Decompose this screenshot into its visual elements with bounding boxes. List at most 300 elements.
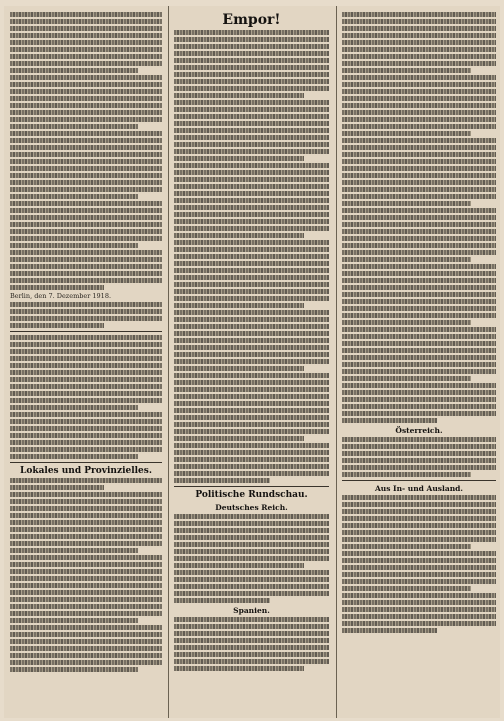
text-line [342, 75, 496, 80]
text-line [342, 264, 496, 269]
text-line [174, 205, 329, 210]
text-line [10, 323, 104, 328]
text-line [342, 12, 496, 17]
text-line [342, 61, 496, 66]
subheading-aus-in-und-ausland: Aus In- und Ausland. [374, 484, 464, 493]
text-line [342, 229, 496, 234]
section-heading-politische-rundschau: Politische Rundschau. [195, 490, 308, 500]
paragraph [174, 570, 329, 603]
text-line [174, 226, 329, 231]
text-line [10, 138, 162, 143]
text-line [10, 229, 162, 234]
text-line [174, 177, 329, 182]
text-line [10, 89, 162, 94]
text-line [342, 411, 496, 416]
text-line [174, 86, 329, 91]
text-line [174, 37, 329, 42]
text-line [174, 638, 329, 643]
text-line [10, 54, 162, 59]
text-line [10, 215, 162, 220]
dateline: Berlin, den 7. Dezember 1918. [10, 292, 112, 300]
text-line [10, 302, 162, 307]
text-line [10, 426, 162, 431]
text-line [174, 659, 329, 664]
text-line [10, 646, 162, 651]
text-line [174, 645, 329, 650]
text-line [342, 558, 496, 563]
text-line [10, 660, 162, 665]
text-line [342, 458, 496, 463]
text-line [10, 583, 162, 588]
text-line [342, 586, 471, 591]
text-line [174, 464, 329, 469]
text-line [10, 152, 162, 157]
paragraph [10, 412, 162, 459]
text-line [174, 542, 329, 547]
text-line [10, 19, 162, 24]
text-line [174, 212, 329, 217]
text-line [342, 208, 496, 213]
text-line [342, 201, 471, 206]
text-line [174, 65, 329, 70]
text-line [342, 383, 496, 388]
text-line [342, 593, 496, 598]
text-line [10, 492, 162, 497]
text-line [174, 289, 329, 294]
text-line [10, 173, 162, 178]
text-line [342, 68, 471, 73]
paragraph [10, 335, 162, 410]
text-line [174, 163, 329, 168]
text-line [342, 509, 496, 514]
text-line [10, 520, 162, 525]
text-line [10, 335, 162, 340]
text-line [342, 502, 496, 507]
text-line [10, 499, 162, 504]
text-line [342, 138, 496, 143]
text-line [174, 401, 329, 406]
text-line [174, 268, 329, 273]
text-line [174, 521, 329, 526]
text-line [10, 40, 162, 45]
text-line [342, 124, 496, 129]
text-line [174, 44, 329, 49]
text-line [10, 68, 138, 73]
text-line [10, 667, 138, 672]
paragraph [10, 75, 162, 129]
text-line [10, 194, 138, 199]
text-line [174, 331, 329, 336]
text-line [10, 187, 162, 192]
text-line [342, 166, 496, 171]
subheading-spanien: Spanien. [233, 606, 270, 615]
subheading-oesterreich: Österreich. [395, 426, 443, 435]
paragraph [174, 310, 329, 371]
text-line [342, 236, 496, 241]
column-rule-left [168, 6, 169, 718]
paragraph [10, 12, 162, 73]
text-line [342, 544, 471, 549]
text-line [342, 320, 471, 325]
text-line [10, 222, 162, 227]
text-line [10, 278, 162, 283]
text-line [10, 632, 162, 637]
section-heading-lokales: Lokales und Provinzielles. [20, 466, 152, 476]
text-line [174, 198, 329, 203]
text-line [10, 117, 162, 122]
text-line [342, 523, 496, 528]
text-line [174, 408, 329, 413]
text-line [342, 404, 496, 409]
text-line [10, 611, 162, 616]
text-line [10, 285, 104, 290]
text-line [174, 436, 304, 441]
text-line [342, 40, 496, 45]
text-line [174, 303, 304, 308]
text-line [10, 33, 162, 38]
text-line [342, 327, 496, 332]
paragraph [10, 302, 162, 328]
text-line [10, 506, 162, 511]
text-line [174, 514, 329, 519]
text-line [10, 145, 162, 150]
paragraph [174, 617, 329, 671]
text-line [10, 454, 138, 459]
text-line [342, 530, 496, 535]
text-line [10, 96, 162, 101]
paragraph [10, 201, 162, 248]
text-line [342, 437, 496, 442]
text-line [174, 373, 329, 378]
paragraph [342, 437, 496, 477]
text-line [10, 391, 162, 396]
text-line [174, 556, 329, 561]
text-line [174, 598, 270, 603]
paragraph [174, 100, 329, 161]
paragraph [10, 250, 162, 290]
text-line [10, 166, 162, 171]
text-line [174, 450, 329, 455]
text-line [10, 103, 162, 108]
text-line [174, 79, 329, 84]
text-line [10, 124, 138, 129]
text-line [342, 103, 496, 108]
paragraph [174, 163, 329, 238]
text-line [342, 89, 496, 94]
text-line [342, 472, 471, 477]
text-line [342, 292, 496, 297]
text-line [174, 170, 329, 175]
text-line [342, 159, 496, 164]
text-line [10, 478, 162, 483]
text-line [174, 191, 329, 196]
text-line [10, 110, 162, 115]
text-line [174, 352, 329, 357]
text-line [174, 184, 329, 189]
text-line [10, 513, 162, 518]
text-line [174, 570, 329, 575]
text-line [10, 419, 162, 424]
text-line [10, 342, 162, 347]
text-line [342, 516, 496, 521]
text-line [174, 563, 304, 568]
text-line [10, 625, 162, 630]
text-line [342, 444, 496, 449]
text-line [342, 451, 496, 456]
text-line [174, 233, 304, 238]
text-line [10, 590, 162, 595]
text-line [342, 117, 496, 122]
text-line [10, 548, 138, 553]
paragraph [342, 264, 496, 325]
text-line [10, 75, 162, 80]
text-line [342, 418, 437, 423]
text-line [342, 187, 496, 192]
text-line [174, 121, 329, 126]
text-line [10, 309, 162, 314]
text-line [174, 624, 329, 629]
text-line [10, 562, 162, 567]
text-line [174, 584, 329, 589]
text-line [174, 387, 329, 392]
text-line [10, 257, 162, 262]
text-line [10, 534, 162, 539]
text-line [342, 313, 496, 318]
text-line [10, 618, 138, 623]
text-line [342, 26, 496, 31]
paragraph [10, 492, 162, 553]
text-line [342, 54, 496, 59]
text-line [10, 208, 162, 213]
text-line [174, 366, 304, 371]
text-line [342, 306, 496, 311]
text-line [342, 96, 496, 101]
text-line [174, 149, 329, 154]
text-line [174, 394, 329, 399]
text-line [342, 614, 496, 619]
text-line [10, 398, 162, 403]
text-line [10, 47, 162, 52]
text-line [342, 600, 496, 605]
text-line [10, 82, 162, 87]
text-line [342, 565, 496, 570]
text-line [342, 243, 496, 248]
text-line [342, 47, 496, 52]
text-line [174, 422, 329, 427]
text-line [174, 156, 304, 161]
text-line [342, 285, 496, 290]
text-line [10, 604, 162, 609]
text-line [174, 72, 329, 77]
text-line [342, 355, 496, 360]
text-line [174, 549, 329, 554]
text-line [10, 236, 162, 241]
text-line [342, 607, 496, 612]
text-line [10, 271, 162, 276]
text-line [174, 51, 329, 56]
text-line [174, 666, 304, 671]
text-line [10, 440, 162, 445]
text-line [342, 152, 496, 157]
text-line [174, 338, 329, 343]
text-line [342, 579, 496, 584]
text-line [342, 341, 496, 346]
text-line [174, 317, 329, 322]
text-line [10, 377, 162, 382]
paragraph [10, 625, 162, 672]
text-line [10, 180, 162, 185]
text-line [174, 254, 329, 259]
text-line [174, 275, 329, 280]
text-line [174, 219, 329, 224]
text-line [174, 443, 329, 448]
text-line [342, 250, 496, 255]
text-line [174, 261, 329, 266]
text-line [174, 107, 329, 112]
text-line [342, 465, 496, 470]
text-line [10, 363, 162, 368]
subheading-deutsches-reich: Deutsches Reich. [215, 503, 288, 512]
text-line [174, 429, 329, 434]
text-line [342, 131, 471, 136]
paragraph [342, 208, 496, 262]
text-line [10, 576, 162, 581]
text-line [342, 257, 471, 262]
text-line [10, 243, 138, 248]
text-line [174, 617, 329, 622]
text-line [342, 334, 496, 339]
text-line [342, 222, 496, 227]
text-line [10, 356, 162, 361]
paragraph [174, 373, 329, 441]
text-line [10, 384, 162, 389]
text-line [342, 362, 496, 367]
text-line [342, 376, 471, 381]
text-line [342, 82, 496, 87]
text-line [174, 114, 329, 119]
text-line [10, 12, 162, 17]
text-line [174, 478, 270, 483]
text-line [174, 457, 329, 462]
text-line [174, 296, 329, 301]
newspaper-page [4, 6, 500, 718]
text-line [342, 628, 437, 633]
paragraph [342, 593, 496, 633]
text-line [174, 535, 329, 540]
text-line [342, 390, 496, 395]
text-line [342, 110, 496, 115]
text-line [174, 652, 329, 657]
paragraph [342, 551, 496, 591]
paragraph [342, 138, 496, 206]
text-line [10, 159, 162, 164]
text-line [342, 194, 496, 199]
text-line [10, 555, 162, 560]
text-line [10, 61, 162, 66]
paragraph [10, 555, 162, 623]
text-line [174, 380, 329, 385]
text-line [174, 471, 329, 476]
text-line [174, 135, 329, 140]
column-rule-right [336, 6, 337, 718]
text-line [174, 324, 329, 329]
text-line [174, 359, 329, 364]
text-line [342, 397, 496, 402]
text-line [10, 485, 104, 490]
text-line [174, 240, 329, 245]
text-line [174, 142, 329, 147]
text-line [342, 299, 496, 304]
text-line [342, 348, 496, 353]
text-line [10, 131, 162, 136]
text-line [174, 93, 304, 98]
column-middle [174, 10, 329, 671]
text-line [342, 369, 496, 374]
text-line [10, 264, 162, 269]
text-line [10, 541, 162, 546]
text-line [174, 528, 329, 533]
paragraph [342, 495, 496, 549]
paragraph [342, 12, 496, 73]
text-line [174, 415, 329, 420]
text-line [342, 621, 496, 626]
paragraph [342, 383, 496, 423]
text-line [10, 412, 162, 417]
text-line [342, 145, 496, 150]
text-line [342, 537, 496, 542]
text-line [342, 278, 496, 283]
text-line [342, 215, 496, 220]
text-line [174, 58, 329, 63]
text-line [174, 310, 329, 315]
text-line [342, 19, 496, 24]
text-line [342, 173, 496, 178]
paragraph [10, 131, 162, 199]
text-line [10, 639, 162, 644]
text-line [174, 128, 329, 133]
paragraph [174, 240, 329, 308]
paragraph [342, 327, 496, 381]
article-title-empor: Empor! [222, 12, 281, 28]
column-left [10, 10, 162, 672]
text-line [174, 577, 329, 582]
paragraph [174, 514, 329, 568]
text-line [342, 180, 496, 185]
text-line [342, 271, 496, 276]
text-line [174, 30, 329, 35]
text-line [10, 370, 162, 375]
text-line [10, 349, 162, 354]
text-line [10, 569, 162, 574]
text-line [174, 591, 329, 596]
text-line [10, 316, 162, 321]
paragraph [174, 443, 329, 483]
text-line [342, 551, 496, 556]
text-line [10, 597, 162, 602]
text-line [174, 631, 329, 636]
text-line [174, 282, 329, 287]
text-line [174, 345, 329, 350]
text-line [10, 250, 162, 255]
paragraph [342, 75, 496, 136]
column-right [342, 10, 496, 633]
text-line [10, 26, 162, 31]
text-line [342, 572, 496, 577]
text-line [10, 447, 162, 452]
text-line [342, 33, 496, 38]
paragraph [174, 30, 329, 98]
text-line [174, 247, 329, 252]
